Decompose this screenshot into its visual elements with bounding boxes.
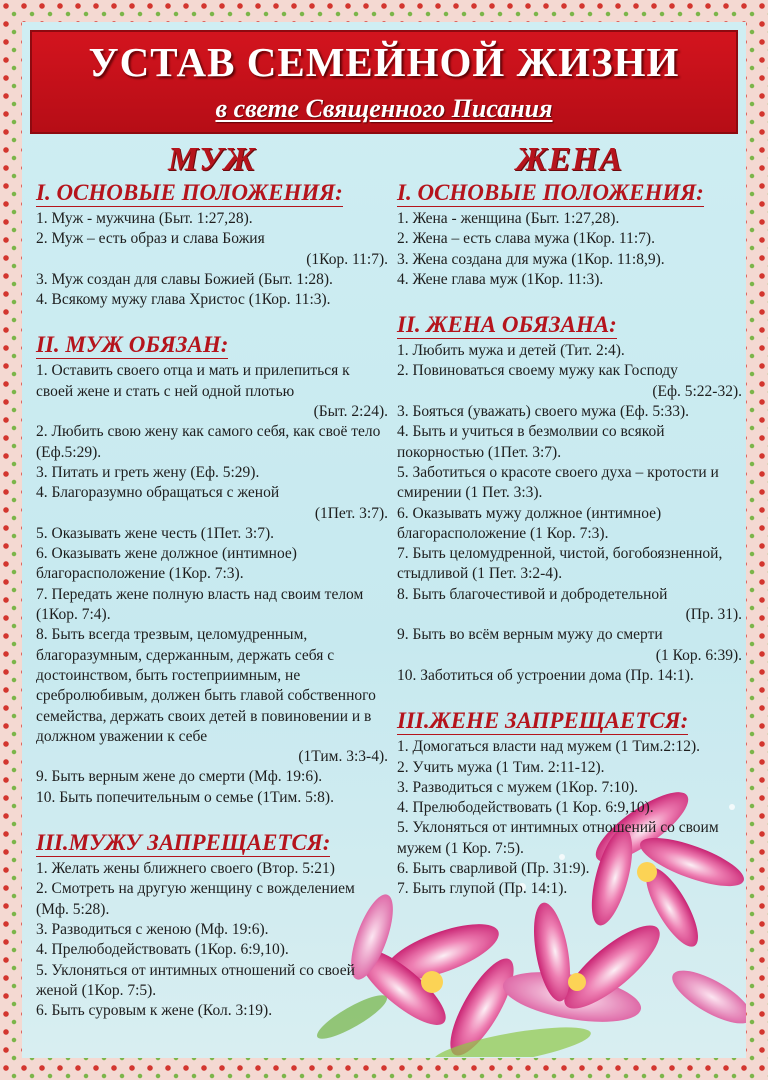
list-item: 2. Повиноваться своему мужу как Господу (Еф. 5:22-32). [397,362,742,400]
list-item: 4. Всякому мужу глава Христос (1Кор. 11:3). [36,291,331,309]
list-item: 8. Быть благочестивой и добродетельной (Пр. 31). [397,585,742,624]
list-item: 4. Благоразумно обращаться с женой (1Пет. 3:7). [36,484,388,522]
list-item: 7. Передать жене полную власть над своим телом (1Кор. 7:4). [36,585,364,624]
list-item: 6. Быть суровым к жене (Кол. 3:19). [36,1002,273,1020]
list-item: 8. Быть всегда трезвым, целомудренным, благоразумным, сдержанным, держать себя с достоинством, быть гостеприимным, не сребролюбивым, должен быть главой собственного семейства, держать своих детей в повиновении и в должном уважении к себе (1Тим. 3:3-4). [36,626,388,766]
wife-section-basics [397,180,742,290]
section-title: III.ЖЕНЕ ЗАПРЕЩАЕТСЯ: [397,708,689,734]
husband-section-duties [36,332,388,808]
list-item: 9. Быть верным жене до смерти (Мф. 19:6). [36,768,323,786]
list-item: 3. Жена создана для мужа (1Кор. 11:8,9). [397,250,665,268]
husband-column [36,140,388,1043]
section-title: III.МУЖУ ЗАПРЕЩАЕТСЯ: [36,830,331,856]
section-title: II. МУЖ ОБЯЗАН: [36,332,229,358]
list-item: 6. Быть сварливой (Пр. 31:9). [397,860,590,878]
section-title: II. ЖЕНА ОБЯЗАНА: [397,312,617,338]
list-item: 1. Жена - женщина (Быт. 1:27,28). [397,210,620,227]
title-banner [30,30,738,134]
page-subtitle: в свете Священного Писания [215,94,553,123]
list-item: 3. Разводиться с женою (Мф. 19:6). [36,920,269,938]
list-item: 1. Муж - мужчина (Быт. 1:27,28). [36,210,253,227]
list-item: 4. Жене глава муж (1Кор. 11:3). [397,270,604,288]
page-title: УСТАВ СЕМЕЙНОЙ ЖИЗНИ [88,39,680,85]
list-item: 1. Оставить своего отца и мать и прилепиться к своей жене и стать с ней одной плотью (Быт. 2:24). [36,362,388,421]
list-item: 3. Бояться (уважать) своего мужа (Еф. 5:33). [397,403,690,421]
husband-section-basics [36,180,388,310]
list-item: 6. Оказывать мужу должное (интимное) благорасположение (1 Кор. 7:3). [397,504,662,542]
list-item: 3. Разводиться с мужем (1Кор. 7:10). [397,778,639,796]
list-item: 3. Питать и греть жену (Еф. 5:29). [36,463,260,481]
list-item: 2. Жена – есть слава мужа (1Кор. 11:7). [397,230,655,248]
list-item: 5. Уклоняться от интимных отношений со своим мужем (1 Кор. 7:5). [397,819,719,857]
list-item: 2. Муж – есть образ и слава Божия (1Кор. 11:7). [36,230,388,268]
list-item: 2. Смотреть на другую женщину с вожделением (Мф. 5:28). [36,880,355,918]
list-item: 2. Учить мужа (1 Тим. 2:11-12). [397,758,605,776]
list-item: 10. Быть попечительным о семье (1Тим. 5:8). [36,788,334,806]
list-item: 5. Заботиться о красоте своего духа – кротости и смирении (1 Пет. 3:3). [397,463,719,502]
list-item: 6. Оказывать жене должное (интимное) благорасположение (1Кор. 7:3). [36,545,297,583]
husband-section-forbidden [36,830,388,1021]
list-item: 4. Прелюбодействовать (1Кор. 6:9,10). [36,941,289,959]
list-item: 1. Домогаться власти над мужем (1 Тим.2:12). [397,738,700,756]
wife-column [397,140,742,922]
wife-section-forbidden [397,708,742,899]
wife-section-duties [397,312,742,686]
list-item: 2. Любить свою жену как самого себя, как своё тело (Еф.5:29). [36,423,381,461]
section-title: I. ОСНОВЫЕ ПОЛОЖЕНИЯ: [36,180,343,205]
poster-panel [22,22,746,1058]
list-item: 4. Прелюбодействовать (1 Кор. 6:9,10). [397,799,654,817]
wife-heading: ЖЕНА [515,141,623,178]
list-item: 10. Заботиться об устроении дома (Пр. 14:1). [397,666,694,684]
list-item: 5. Уклоняться от интимных отношений со своей женой (1Кор. 7:5). [36,961,355,999]
list-item: 9. Быть во всём верным мужу до смерти (1 Кор. 6:39). [397,626,742,664]
husband-heading: МУЖ [167,141,257,178]
list-item: 1. Любить мужа и детей (Тит. 2:4). [397,342,625,360]
list-item: 5. Оказывать жене честь (1Пет. 3:7). [36,524,274,542]
list-item: 1. Желать жены ближнего своего (Втор. 5:21) [36,860,335,878]
list-item: 4. Быть и учиться в безмолвии со всякой покорностью (1Пет. 3:7). [397,423,665,461]
list-item: 7. Быть глупой (Пр. 14:1). [397,880,568,898]
section-title: I. ОСНОВЫЕ ПОЛОЖЕНИЯ: [397,180,704,205]
list-item: 3. Муж создан для славы Божией (Быт. 1:28). [36,270,333,288]
list-item: 7. Быть целомудренной, чистой, богобоязненной, стыдливой (1 Пет. 3:2-4). [397,545,723,583]
